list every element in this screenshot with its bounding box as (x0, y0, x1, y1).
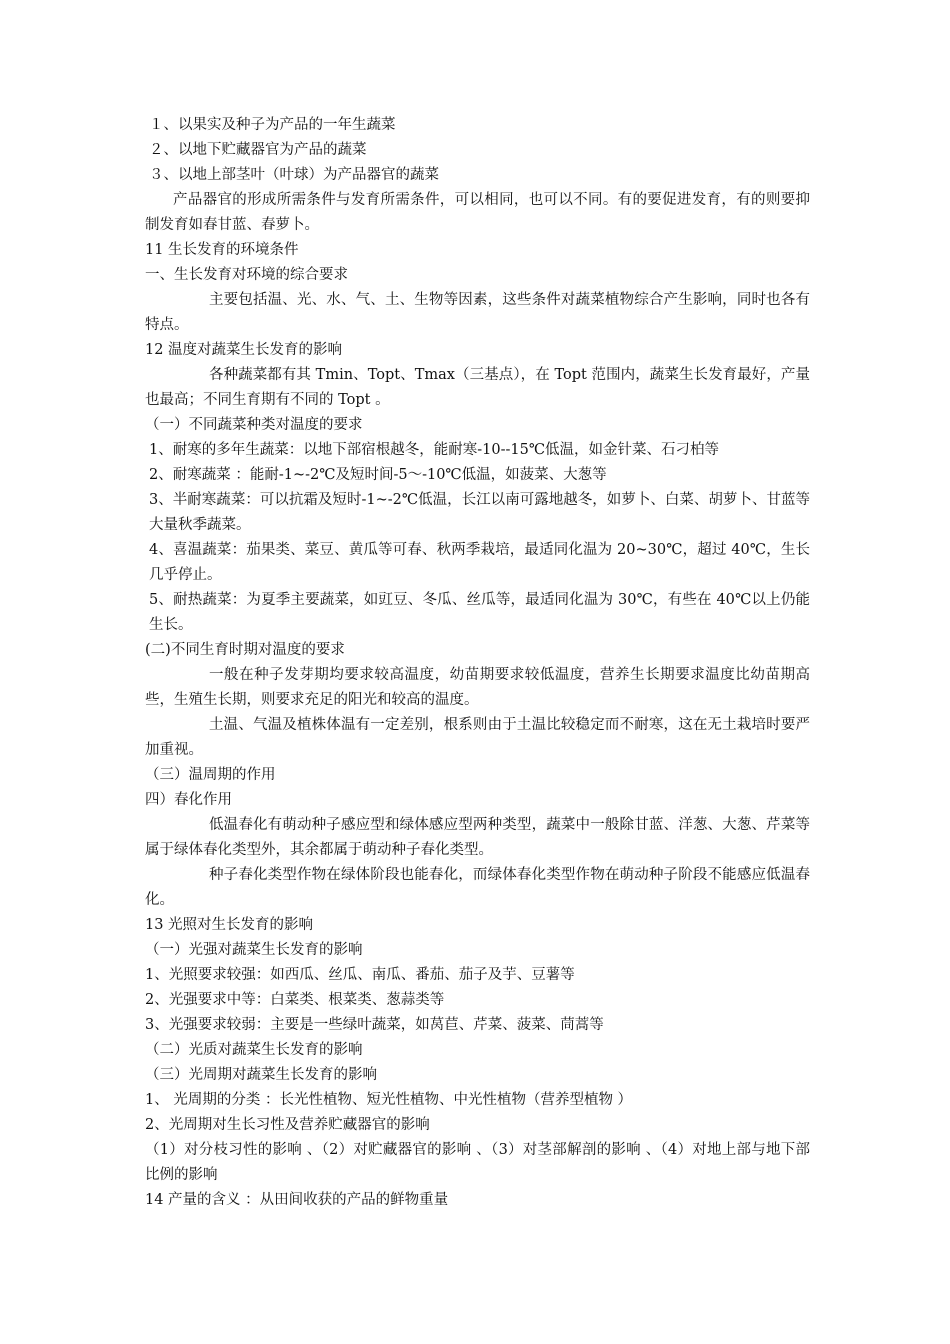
list-item: 5、耐热蔬菜：为夏季主要蔬菜，如豇豆、冬瓜、丝瓜等，最适同化温为 30℃，有些在 40℃以上仍能生长。 (149, 592, 810, 633)
subsection-heading: （一）不同蔬菜种类对温度的要求 (145, 417, 363, 433)
subsection-heading: （三）温周期的作用 (145, 767, 276, 783)
paragraph: 产品器官的形成所需条件与发育所需条件，可以相同，也可以不同。有的要促进发育，有的则要抑制发育如春甘蓝、春萝卜。 (145, 192, 810, 233)
list-item: 2、光强要求中等：白菜类、根菜类、葱蒜类等 (145, 992, 445, 1008)
paragraph: 种子春化类型作物在绿体阶段也能春化，而绿体春化类型作物在萌动种子阶段不能感应低温春化。 (145, 867, 810, 908)
list-item: 4、喜温蔬菜：茄果类、菜豆、黄瓜等可春、秋两季栽培，最适同化温为 20~30℃，超过 40℃，生长几乎停止。 (149, 542, 810, 583)
paragraph: ３、以地上部茎叶（叶球）为产品器官的蔬菜 (149, 167, 439, 183)
subsection-heading: （三）光周期对蔬菜生长发育的影响 (145, 1067, 377, 1083)
paragraph: 各种蔬菜都有其 Tmin、Topt、Tmax（三基点），在 Topt 范围内，蔬菜生长发育最好，产量也最高；不同生育期有不同的 Topt 。 (145, 367, 810, 408)
section-heading: 14 产量的含义 ：从田间收获的产品的鲜物重量 (145, 1192, 449, 1208)
subsection-heading: （二）光质对蔬菜生长发育的影响 (145, 1042, 363, 1058)
paragraph: 低温春化有萌动种子感应型和绿体感应型两种类型，蔬菜中一般除甘蓝、洋葱、大葱、芹菜等属于绿体春化类型外，其余都属于萌动种子春化类型。 (145, 817, 810, 858)
paragraph: １、以果实及种子为产品的一年生蔬菜 (149, 117, 396, 133)
list-item: 2、耐寒蔬菜 ：能耐-1~-2℃及短时间-5～-10℃低温，如菠菜、大葱等 (149, 467, 607, 483)
subsection-heading: 四）春化作用 (145, 792, 232, 808)
subsection-heading: (二)不同生育时期对温度的要求 (145, 642, 345, 658)
paragraph: 主要包括温、光、水、气、土、生物等因素，这些条件对蔬菜植物综合产生影响，同时也各有特点。 (145, 292, 810, 333)
section-heading: 13 光照对生长发育的影响 (145, 917, 314, 933)
section-heading: 11 生长发育的环境条件 (145, 242, 299, 258)
list-item: 2、光周期对生长习性及营养贮藏器官的影响 (145, 1117, 430, 1133)
paragraph: 一般在种子发芽期均要求较高温度，幼苗期要求较低温度，营养生长期要求温度比幼苗期高些，生殖生长期，则要求充足的阳光和较高的温度。 (145, 667, 810, 708)
subsection-heading: 一、生长发育对环境的综合要求 (145, 267, 348, 283)
section-heading: 12 温度对蔬菜生长发育的影响 (145, 342, 343, 358)
subsection-heading: （一）光强对蔬菜生长发育的影响 (145, 942, 363, 958)
list-item: 1、 光周期的分类 ：长光性植物、短光性植物、中光性植物（营养型植物 ） (145, 1092, 633, 1108)
list-item: 1、光照要求较强：如西瓜、丝瓜、南瓜、番茄、茄子及芋、豆薯等 (145, 967, 575, 983)
list-item: （1）对分枝习性的影响 、（2）对贮藏器官的影响 、（3）对茎部解剖的影响 、（4）对地上部与地下部比例的影响 (145, 1142, 810, 1183)
list-item: 3、半耐寒蔬菜：可以抗霜及短时-1~-2℃低温，长江以南可露地越冬，如萝卜、白菜、胡萝卜、甘蓝等大量秋季蔬菜。 (149, 492, 810, 533)
list-item: 1、耐寒的多年生蔬菜：以地下部宿根越冬，能耐寒-10--15℃低温，如金针菜、石刁柏等 (149, 442, 720, 458)
paragraph: ２、以地下贮藏器官为产品的蔬菜 (149, 142, 367, 158)
list-item: 3、光强要求较弱：主要是一些绿叶蔬菜，如莴苣、芹菜、菠菜、茼蒿等 (145, 1017, 604, 1033)
document-body (145, 113, 810, 1213)
paragraph: 土温、气温及植株体温有一定差别，根系则由于土温比较稳定而不耐寒，这在无土栽培时要严加重视。 (145, 717, 810, 758)
